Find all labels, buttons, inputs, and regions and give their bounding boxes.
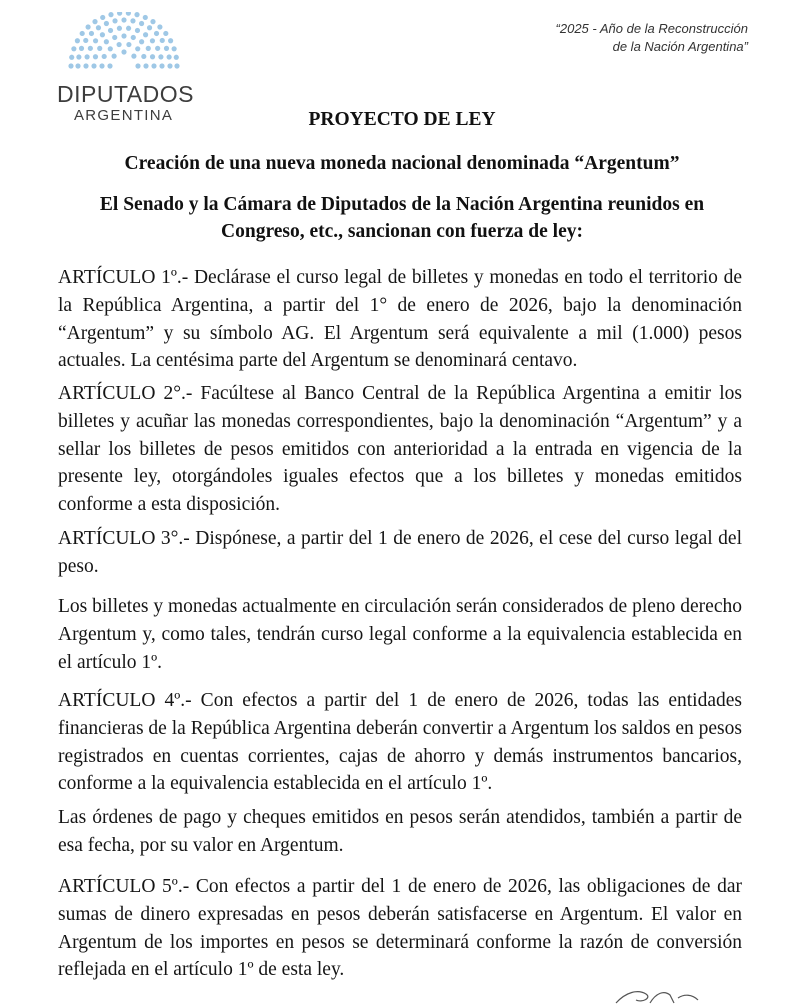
hemicycle-seat-dot (83, 63, 88, 68)
hemicycle-seat-dot (112, 18, 117, 23)
hemicycle-seat-dot (108, 28, 113, 33)
hemicycle-seat-dot (174, 63, 179, 68)
hemicycle-seat-dot (112, 54, 117, 59)
hemicycle-seat-dot (92, 19, 97, 24)
article-1: ARTÍCULO 1º.- Declárase el curso legal de billetes y monedas en todo el territorio de la República Argentina, a partir del 1° de enero de 2026, bajo la denominación “Argentum” y su símbolo AG. El Argentum será equivalente a mil (1.000) pesos actuales. La centésima parte del Argentum se denominará centavo. (58, 267, 742, 372)
hemicycle-seat-dot (121, 17, 126, 22)
hemicycle-seat-dot (99, 63, 104, 68)
hemicycle-seat-dot (139, 21, 144, 26)
hemicycle-seat-dot (167, 63, 172, 68)
signature-mark (612, 984, 702, 1004)
article-5: ARTÍCULO 5º.- Con efectos a partir del 1 de enero de 2026, las obligaciones de dar sumas de dinero expresadas en pesos deberán satisfacerse en Argentum. El valor en Argentum de los importes en pesos se determinará conforme la razón de conversión reflejada en el artículo 1º de esta ley. (58, 876, 742, 981)
hemicycle-seat-dot (80, 31, 85, 36)
hemicycle-seat-dot (71, 46, 76, 51)
hemicycle-seat-dot (104, 21, 109, 26)
hemicycle-seat-dot (143, 32, 148, 37)
hemicycle-seat-dot (141, 54, 146, 59)
enactment-line-1: El Senado y la Cámara de Diputados de la Nación Argentina reunidos en (99, 194, 705, 215)
hemicycle-seat-dot (130, 18, 135, 23)
article-4: ARTÍCULO 4º.- Con efectos a partir del 1 de enero de 2026, todas las entidades financieras de la República Argentina deberán convertir a Argentum los saldos en pesos registrados en cuentas corrientes, cajas de ahorro y demás instrumentos bancarios, conforme a la equivalencia establecida en el artículo 1º. (58, 690, 742, 795)
hemicycle-seat-dot (79, 46, 84, 51)
hemicycle-seat-dot (104, 39, 109, 44)
hemicycle-seat-dot (167, 54, 172, 59)
hemicycle-seat-dot (68, 63, 73, 68)
hemicycle-seat-dot (121, 33, 126, 38)
enactment-line-2: Congreso, etc., sancionan con fuerza de ley: (221, 221, 583, 242)
hemicycle-seat-dot (75, 38, 80, 43)
motto-line-1: “2025 - Año de la Reconstrucción (555, 21, 748, 36)
hemicycle-seat-dot (135, 28, 140, 33)
hemicycle-seat-dot (159, 63, 164, 68)
motto-line-2: de la Nación Argentina” (612, 39, 748, 54)
hemicycle-seat-dot (150, 38, 155, 43)
hemicycle-seat-dot (172, 46, 177, 51)
hemicycle-seat-dot (143, 15, 148, 20)
hemicycle-seat-dot (134, 12, 139, 17)
hemicycle-seat-dot (160, 38, 165, 43)
article-3-paragraph: Los billetes y monedas actualmente en circulación serán considerados de pleno derecho Argentum y, como tales, tendrán curso legal conforme a la equivalencia establecida en el artículo 1º. (58, 596, 742, 673)
hemicycle-seat-dot (131, 54, 136, 59)
hemicycle-seat-dot (154, 31, 159, 36)
hemicycle-seat-dot (150, 54, 155, 59)
hemicycle-seat-dot (163, 31, 168, 36)
hemicycle-seat-dot (117, 12, 122, 16)
hemicycle-seat-dot (174, 55, 179, 60)
hemicycle-seat-dot (158, 54, 163, 59)
article-2: ARTÍCULO 2°.- Facúltese al Banco Central de la República Argentina a emitir los billetes y acuñar las monedas correspondientes, bajo la denominación “Argentum” y a sellar los billetes de pesos emitidos con anterioridad a la entrada en vigencia de la presente ley, otorgándoles iguales efectos que a los billetes y monedas emitidos conforme a esta disposición. (58, 383, 742, 516)
chamber-hemicycle-icon (68, 12, 180, 70)
hemicycle-seat-dot (157, 24, 162, 29)
hemicycle-seat-dot (88, 46, 93, 51)
article-4-paragraph: Las órdenes de pago y cheques emitidos en pesos serán atendidos, también a partir de esa fecha, por su valor en Argentum. (58, 807, 742, 856)
hemicycle-seat-dot (75, 63, 80, 68)
hemicycle-seat-dot (93, 54, 98, 59)
hemicycle-seat-dot (117, 42, 122, 47)
hemicycle-seat-dot (91, 63, 96, 68)
hemicycle-seat-dot (146, 46, 151, 51)
hemicycle-seat-dot (117, 26, 122, 31)
hemicycle-seat-dot (126, 42, 131, 47)
hemicycle-seat-dot (126, 12, 131, 16)
hemicycle-seat-dot (96, 25, 101, 30)
hemicycle-seat-dot (107, 63, 112, 68)
enactment-formula (0, 191, 804, 245)
hemicycle-seat-dot (93, 38, 98, 43)
hemicycle-seat-dot (164, 46, 169, 51)
hemicycle-seat-dot (135, 63, 140, 68)
hemicycle-seat-dot (108, 12, 113, 17)
hemicycle-seat-dot (86, 24, 91, 29)
hemicycle-seat-dot (168, 38, 173, 43)
hemicycle-seat-dot (147, 25, 152, 30)
hemicycle-seat-dot (143, 63, 148, 68)
hemicycle-seat-dot (135, 46, 140, 51)
hemicycle-seat-dot (151, 63, 156, 68)
hemicycle-seat-dot (69, 55, 74, 60)
project-label: PROYECTO DE LEY (308, 109, 496, 130)
hemicycle-seat-dot (126, 26, 131, 31)
hemicycle-seat-dot (100, 15, 105, 20)
hemicycle-seat-dot (100, 32, 105, 37)
hemicycle-seat-dot (121, 49, 126, 54)
hemicycle-seat-dot (112, 35, 117, 40)
diputados-logo (52, 12, 202, 124)
hemicycle-seat-dot (155, 46, 160, 51)
hemicycle-seat-dot (97, 46, 102, 51)
hemicycle-seat-dot (139, 39, 144, 44)
year-motto (556, 20, 748, 56)
logo-subtitle: ARGENTINA (74, 107, 174, 124)
logo-title: DIPUTADOS (57, 81, 194, 107)
article-3: ARTÍCULO 3°.- Dispónese, a partir del 1 de enero de 2026, el cese del curso legal del peso. (58, 528, 742, 577)
hemicycle-seat-dot (108, 46, 113, 51)
hemicycle-seat-dot (76, 54, 81, 59)
bill-title: Creación de una nueva moneda nacional denominada “Argentum” (124, 153, 680, 174)
hemicycle-seat-dot (131, 35, 136, 40)
hemicycle-seat-dot (89, 31, 94, 36)
hemicycle-seat-dot (85, 54, 90, 59)
hemicycle-seat-dot (150, 19, 155, 24)
hemicycle-seat-dot (102, 54, 107, 59)
hemicycle-seat-dot (83, 38, 88, 43)
